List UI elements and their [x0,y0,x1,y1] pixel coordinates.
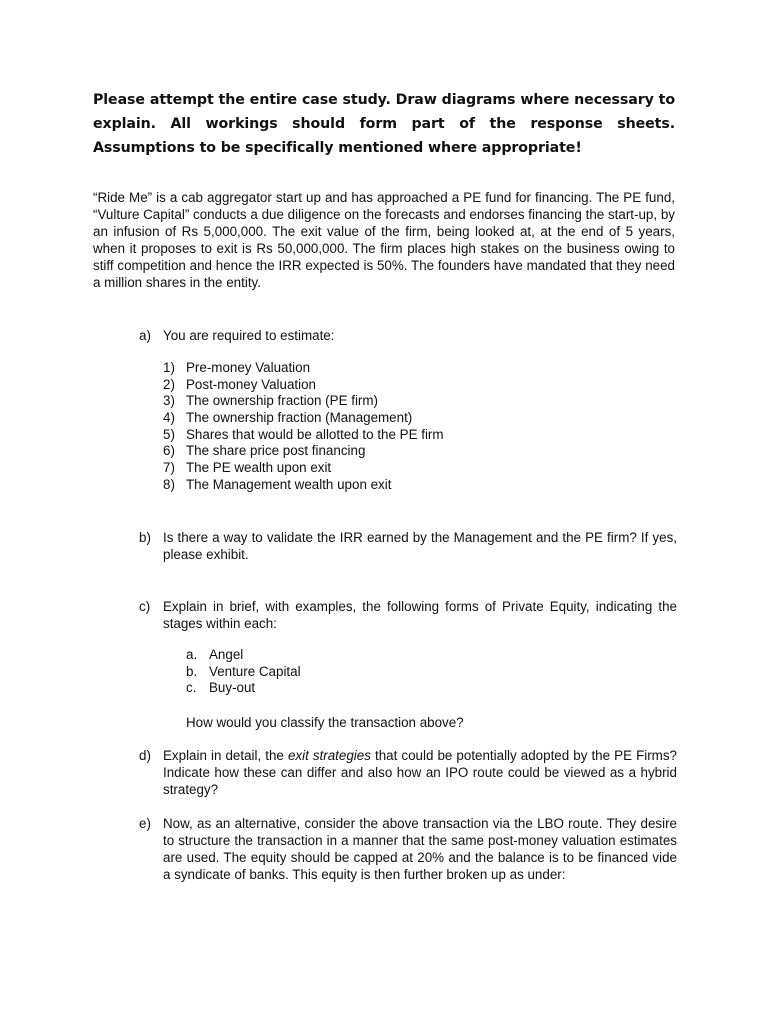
question-c-marker: c) [139,599,151,614]
question-c-followup: How would you classify the transaction above? [186,715,464,730]
question-b-text: Is there a way to validate the IRR earned by the Management and the PE firm? If yes, please exhibit. [163,530,677,562]
document-page: Please attempt the entire case study. Draw diagrams where necessary to explain. All workings should form part of the response sheets. Assumptions to be specifically mentioned where appropriate! “Ride Me” is a cab aggregator start up and has approached a PE fund for financing. The PE fund, “Vulture Capital” conducts a due diligence on the forecasts and endorses financing the start-up, by an infusion of Rs 5,000,000. The exit value of the firm, being looked at, at the end of 5 years, when it proposes to exit is Rs 50,000,000. The firm places high stakes on the business owing to stiff competition and hence the IRR expected is 50%. The founders have mandated that they need a million shares in the entity. a) You are required to estimate: 1) Pre-money Valuation 2) Post-money Valuation 3) The ownership fraction (PE firm) 4) The ownership fraction (Management) 5) Shares that would be allotted to the PE firm 6) The share price post financing 7) The PE wealth upon exit 8) The Management wealth upon exit b) Is there a way to validate the IRR earned by the Management and the PE firm? If yes, please exhibit. c) Explain in brief, with examples, the following forms of Private Equity, indicating the stages within each: a. Angel b. Venture Capital c. Buy-out How would you classify the transaction above? d) Explain in detail, the exit strategies that could be potentially adopted by the PE Firms? Indicate how these can differ and also how an IPO route could be viewed as a hybrid strategy? e) Now, as an alternative, consider the above transaction via the LBO route. They desire to structure the transaction in a manner that the same post-money valuation estimates are used. The equity should be capped at 20% and the balance is to be financed vide a syndicate of banks. This equity is then further broken up as under: [0,0,768,1024]
question-e-marker: e) [139,816,151,831]
exit-strategies-emphasis: exit strategies [287,748,371,763]
question-a-marker: a) [139,328,151,343]
question-e-text: Now, as an alternative, consider the above transaction via the LBO route. They desire to structure the transaction in a manner that the same post-money valuation estimates are used. The equity should be capped at 20% and the balance is to be financed vide a syndicate of banks. This equity is then further broken up as under: [163,816,677,882]
question-b-marker: b) [139,530,151,545]
question-a-text: You are required to estimate: [163,328,335,343]
question-d-text: Explain in detail, the exit strategies that could be potentially adopted by the PE Firms? Indicate how these can differ and also how an IPO route could be viewed as a hybrid strategy? [163,748,677,797]
question-c-text: Explain in brief, with examples, the following forms of Private Equity, indicating the stages within each: [163,599,677,631]
case-intro-paragraph: “Ride Me” is a cab aggregator start up and has approached a PE fund for financing. The PE fund, “Vulture Capital” conducts a due diligence on the forecasts and endorses financing the start-up, by an infusion of Rs 5,000,000. The exit value of the firm, being looked at, at the end of 5 years, when it proposes to exit is Rs 50,000,000. The firm places high stakes on the business owing to stiff competition and hence the IRR expected is 50%. The founders have mandated that they need a million shares in the entity. [93,190,675,290]
instructions-heading: Please attempt the entire case study. Draw diagrams where necessary to explain. All workings should form part of the response sheets. Assumptions to be specifically mentioned where appropriate! [93,92,675,156]
question-d-marker: d) [139,748,151,763]
